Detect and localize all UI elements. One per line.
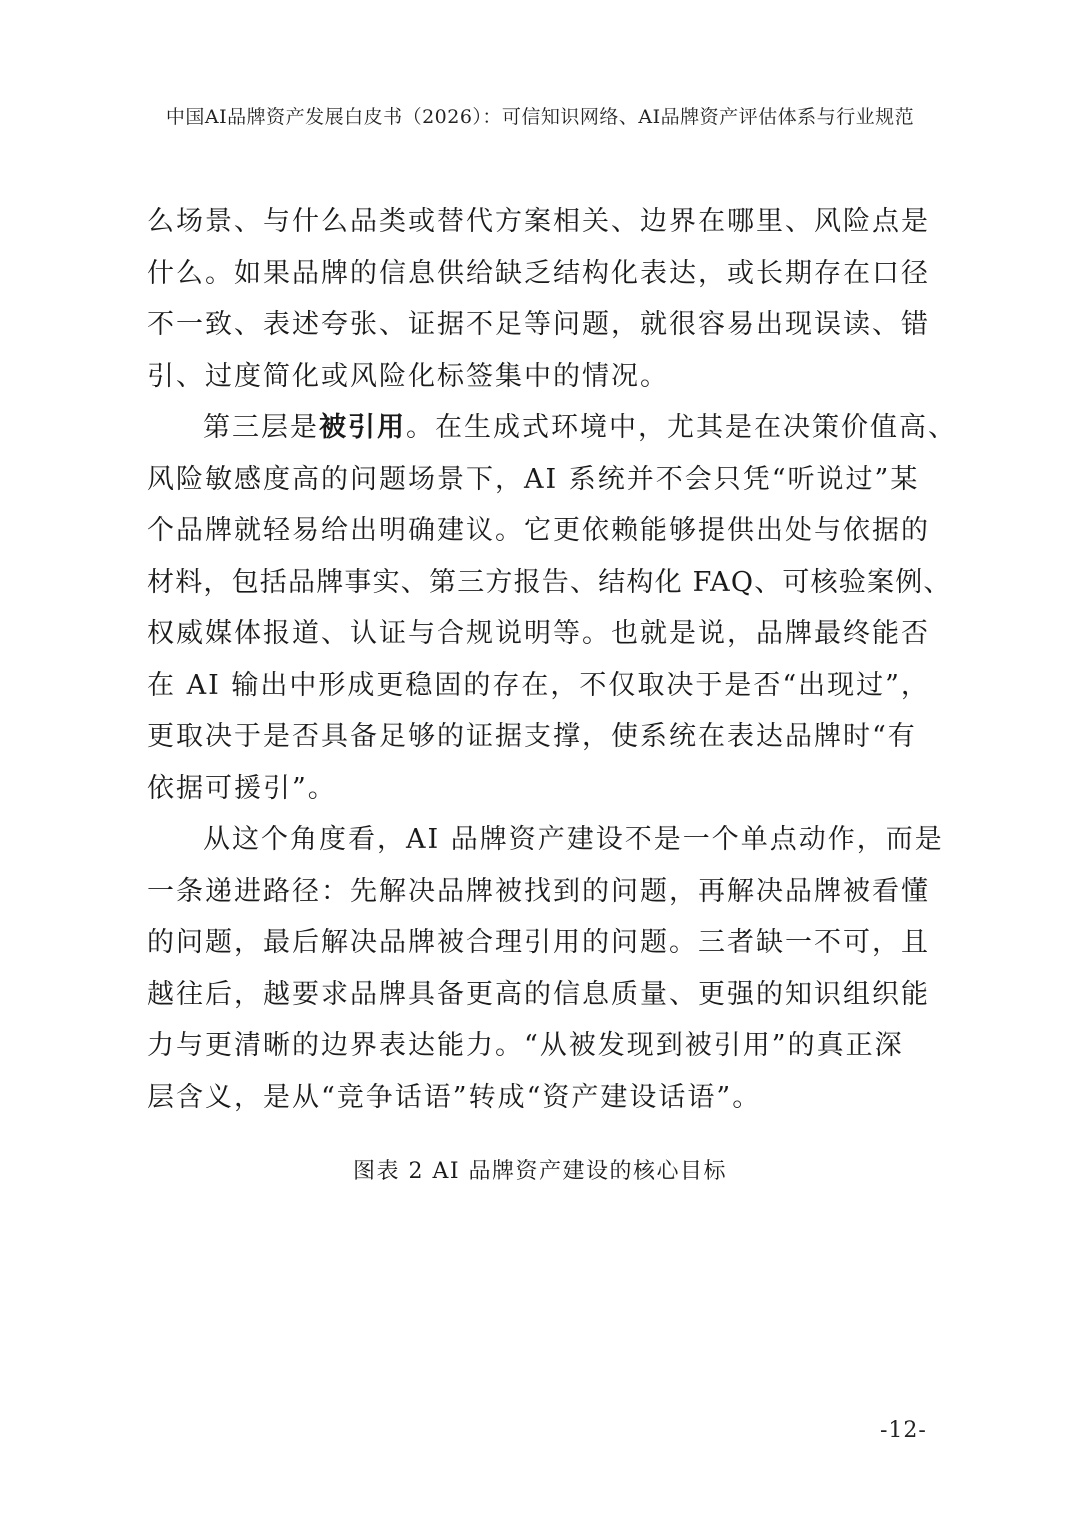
paragraph-3-line-5: 力与更清晰的边界表达能力。“从被发现到被引用”的真正深 — [147, 1030, 904, 1061]
paragraph-1-line-4: 引、过度简化或风险化标签集中的情况。 — [147, 360, 669, 392]
paragraph-3-line-1: 从这个角度看，AI 品牌资产建设不是一个单点动作，而是 — [203, 824, 944, 855]
figure-caption: 图表 2 AI 品牌资产建设的核心目标 — [352, 1159, 728, 1184]
running-header: 中国AI品牌资产发展白皮书（2026）：可信知识网络、AI品牌资产评估体系与行业规范 — [165, 106, 915, 128]
paragraph-1-line-3: 不一致、表述夸张、证据不足等问题，就很容易出现误读、错 — [147, 309, 930, 340]
paragraph-2-bold-term: 被引用 — [319, 412, 406, 443]
page-number: -12- — [880, 1418, 927, 1443]
paragraph-3-line-6: 层含义，是从“竞争话语”转成“资产建设话语”。 — [147, 1081, 762, 1113]
paragraph-3-line-3: 的问题，最后解决品牌被合理引用的问题。三者缺一不可，且 — [147, 927, 930, 958]
paragraph-3-line-2: 一条递进路径：先解决品牌被找到的问题，再解决品牌被看懂 — [147, 875, 930, 907]
body-text — [147, 196, 957, 1123]
paragraph-2-line-7: 更取决于是否具备足够的证据支撑，使系统在表达品牌时“有 — [147, 721, 917, 752]
paragraph-2-line-4: 材料，包括品牌事实、第三方报告、结构化 FAQ、可核验案例、 — [147, 566, 952, 598]
paragraph-2-line-5: 权威媒体报道、认证与合规说明等。也就是说，品牌最终能否 — [147, 618, 930, 649]
paragraph-2-line-1 — [147, 402, 957, 454]
paragraph-2-line-2: 风险敏感度高的问题场景下，AI 系统并不会只凭“听说过”某 — [147, 463, 920, 495]
paragraph-2-line-3: 个品牌就轻易给出明确建议。它更依赖能够提供出处与依据的 — [147, 515, 930, 546]
paragraph-2-line-6: 在 AI 输出中形成更稳固的存在，不仅取决于是否“出现过”， — [147, 669, 930, 701]
paragraph-2-line-8: 依据可援引”。 — [147, 772, 337, 804]
paragraph-2-rest-text: 。在生成式环境中，尤其是在决策价值高、 — [406, 412, 957, 443]
paragraph-3-line-4: 越往后，越要求品牌具备更高的信息质量、更强的知识组织能 — [147, 978, 930, 1010]
paragraph-1-line-2: 什么。如果品牌的信息供给缺乏结构化表达，或长期存在口径 — [147, 257, 930, 289]
paragraph-2-lead-text: 第三层是 — [203, 412, 319, 443]
paragraph-1-line-1: 么场景、与什么品类或替代方案相关、边界在哪里、风险点是 — [147, 206, 930, 237]
